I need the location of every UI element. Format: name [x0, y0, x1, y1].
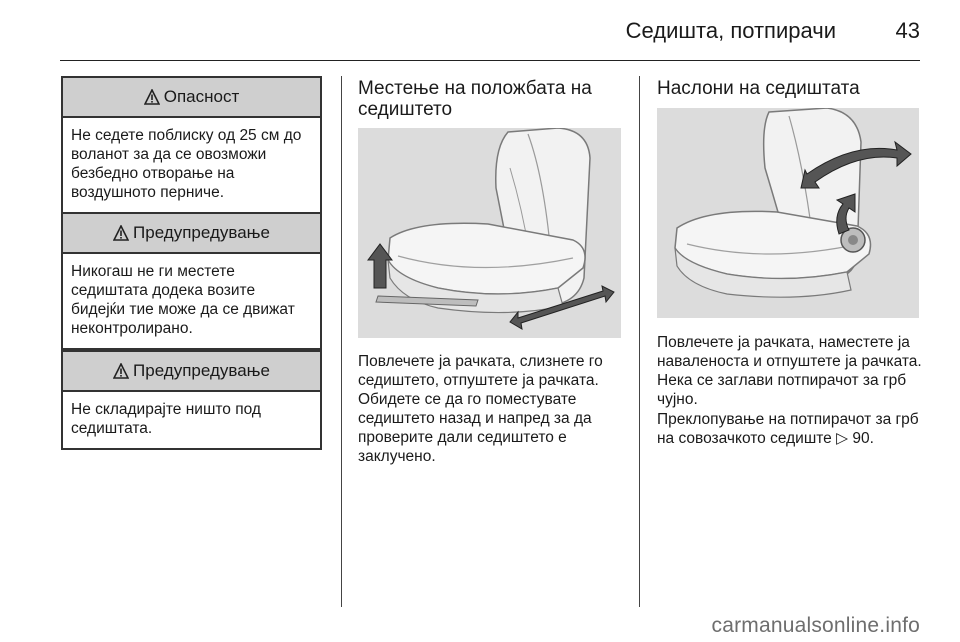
seat-position-heading: Местење на положбата на седиштето [358, 78, 592, 120]
page-reference-arrow-icon: ▷ [836, 430, 849, 447]
seat-slide-illustration [358, 128, 621, 338]
warning-triangle-icon [113, 225, 129, 241]
caution-header-2 [63, 352, 320, 392]
warning-triangle-icon [144, 89, 160, 105]
seat-position-text: Повлечете ја рачката, слизнете го седиштето, отпуштете ја рачката. Обидете се да го поместувате седиштето назад и напред за да проверите дали седиштето е заклучено. [358, 353, 603, 465]
backrest-text-1: Повлечете ја рачката, наместете ја наваленоста и отпуштете ја рачката. Нека се заглави потпирачот за грб чујно. [657, 334, 922, 408]
caution-header-1 [63, 214, 320, 254]
warning-triangle-icon [113, 363, 129, 379]
caution-box-2 [61, 350, 322, 450]
caution-text-2: Не складирајте ништо под седиштата. [71, 401, 261, 437]
page-reference-link[interactable]: 90. [852, 430, 874, 447]
danger-box [61, 76, 322, 214]
backrest-illustration [657, 108, 919, 318]
backrest-text-2-main: Преклопување на потпирачот за грб на совозачкото седиште [657, 411, 919, 447]
page-number: 43 [895, 18, 920, 43]
seat-slide-figure [358, 128, 621, 338]
column-divider-2 [639, 76, 640, 607]
caution-box-1 [61, 212, 322, 350]
danger-text: Не седете поблиску од 25 см до воланот за да се овозможи безбедно отворање на воздушното перниче. [71, 127, 302, 201]
backrest-figure [657, 108, 919, 318]
column-divider-1 [341, 76, 342, 607]
header-rule [60, 60, 920, 61]
danger-label: Опасност [163, 87, 240, 106]
backrest-heading: Наслони на седиштата [657, 78, 860, 99]
watermark: carmanualsonline.info [711, 614, 920, 637]
danger-header [63, 78, 320, 118]
caution-text-1: Никогаш не ги местете седиштата додека возите бидејќи тие може да се движат неконтролирано. [71, 263, 295, 337]
caution-label-2: Предупредување [133, 361, 270, 380]
caution-label-1: Предупредување [133, 223, 270, 242]
backrest-text-2 [657, 410, 929, 448]
page-header-title: Седишта, потпирачи [625, 18, 836, 43]
